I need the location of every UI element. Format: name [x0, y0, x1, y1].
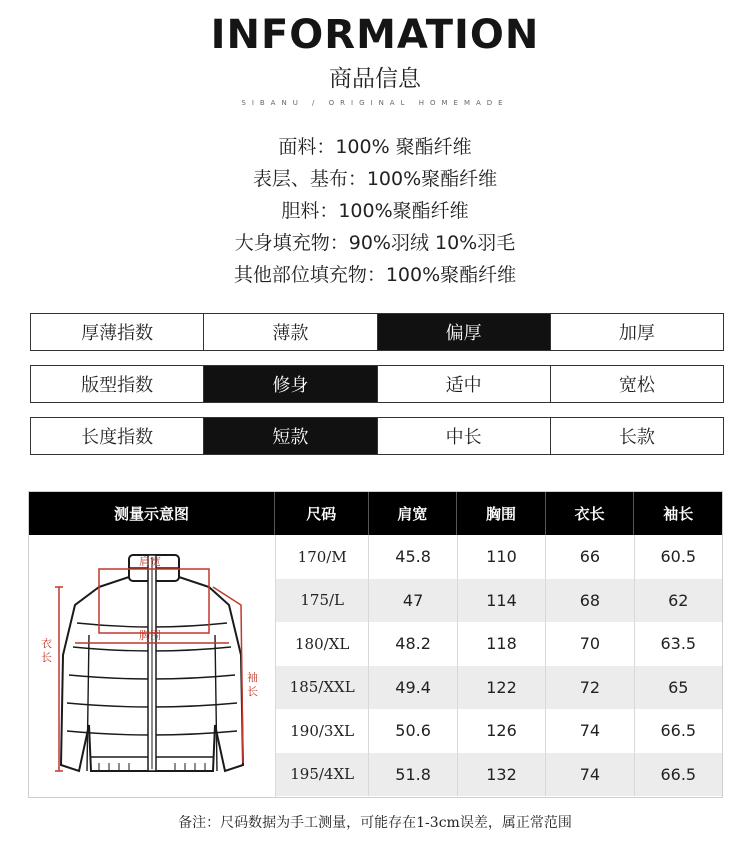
cell-length: 74: [545, 753, 633, 797]
table-row: [275, 535, 722, 579]
cell-chest: 132: [457, 753, 545, 797]
index-label: 版型指数: [81, 375, 154, 396]
cell-shoulder: 45.8: [368, 535, 456, 579]
index-option: 适中: [377, 366, 550, 402]
table-row: [275, 622, 722, 666]
size-table-header: [29, 492, 722, 535]
header-shoulder: 肩宽: [368, 492, 457, 535]
index-option-selected: 短款: [203, 418, 376, 454]
cell-sleeve: 65: [634, 666, 722, 710]
table-row: [275, 753, 722, 797]
jacket-illustration: [29, 535, 275, 797]
header-sleeve: 袖长: [633, 492, 722, 535]
spec-line: 表层、基布：100%聚酯纤维: [252, 168, 498, 190]
cell-size: 180/XL: [275, 622, 368, 666]
fit-index: [30, 365, 724, 403]
length-label-1: 衣: [41, 637, 52, 650]
measurement-diagram: [29, 535, 276, 797]
index-label: 厚薄指数: [81, 323, 154, 344]
brand-tagline: SIBANU / ORIGINAL HOMEMADE: [241, 99, 509, 107]
cell-chest: 118: [457, 622, 545, 666]
measurement-note: 备注：尺码数据为手工测量，可能存在1-3cm误差，属正常范围: [178, 815, 572, 831]
index-option: 宽松: [550, 366, 723, 402]
cell-shoulder: 48.2: [368, 622, 456, 666]
cell-sleeve: 60.5: [634, 535, 722, 579]
cell-chest: 126: [457, 709, 545, 753]
sleeve-label-2: 长: [247, 685, 258, 698]
cell-length: 74: [545, 709, 633, 753]
spec-line: 胆料：100%聚酯纤维: [281, 200, 469, 222]
cell-sleeve: 62: [634, 579, 722, 623]
index-option: 中长: [377, 418, 550, 454]
cell-sleeve: 63.5: [634, 622, 722, 666]
cell-length: 70: [545, 622, 633, 666]
size-rows: [275, 535, 722, 797]
material-specs: [0, 134, 750, 294]
index-option: 薄款: [203, 314, 376, 350]
cell-shoulder: 49.4: [368, 666, 456, 710]
cell-chest: 110: [457, 535, 545, 579]
cell-size: 170/M: [275, 535, 368, 579]
cell-shoulder: 47: [368, 579, 456, 623]
cell-size: 190/3XL: [275, 709, 368, 753]
index-option: 长款: [550, 418, 723, 454]
index-option: 加厚: [550, 314, 723, 350]
cell-sleeve: 66.5: [634, 753, 722, 797]
cell-size: 185/XXL: [275, 666, 368, 710]
size-table: [28, 491, 723, 798]
cell-length: 68: [545, 579, 633, 623]
header-diagram: 测量示意图: [113, 505, 189, 523]
chest-label: 胸围: [139, 629, 161, 642]
table-row: [275, 666, 722, 710]
index-option-selected: 偏厚: [377, 314, 550, 350]
cell-size: 175/L: [275, 579, 368, 623]
shoulder-label: 肩宽: [139, 555, 161, 568]
length-label-2: 长: [41, 651, 52, 664]
cell-chest: 122: [457, 666, 545, 710]
table-row: [275, 709, 722, 753]
page-subtitle: 商品信息: [329, 66, 421, 92]
sleeve-label-1: 袖: [247, 671, 258, 684]
table-row: [275, 579, 722, 623]
spec-line: 面料：100% 聚酯纤维: [278, 136, 472, 158]
length-index: [30, 417, 724, 455]
header-chest: 胸围: [456, 492, 545, 535]
spec-line: 大身填充物：90%羽绒 10%羽毛: [234, 232, 516, 254]
index-label: 长度指数: [81, 427, 154, 448]
cell-size: 195/4XL: [275, 753, 368, 797]
header-size: 尺码: [274, 492, 368, 535]
cell-length: 72: [545, 666, 633, 710]
cell-sleeve: 66.5: [634, 709, 722, 753]
cell-shoulder: 50.6: [368, 709, 456, 753]
cell-chest: 114: [457, 579, 545, 623]
cell-length: 66: [545, 535, 633, 579]
header-length: 衣长: [545, 492, 634, 535]
thickness-index: [30, 313, 724, 351]
spec-line: 其他部位填充物：100%聚酯纤维: [233, 264, 517, 286]
index-option-selected: 修身: [203, 366, 376, 402]
page-title: INFORMATION: [210, 12, 540, 58]
cell-shoulder: 51.8: [368, 753, 456, 797]
